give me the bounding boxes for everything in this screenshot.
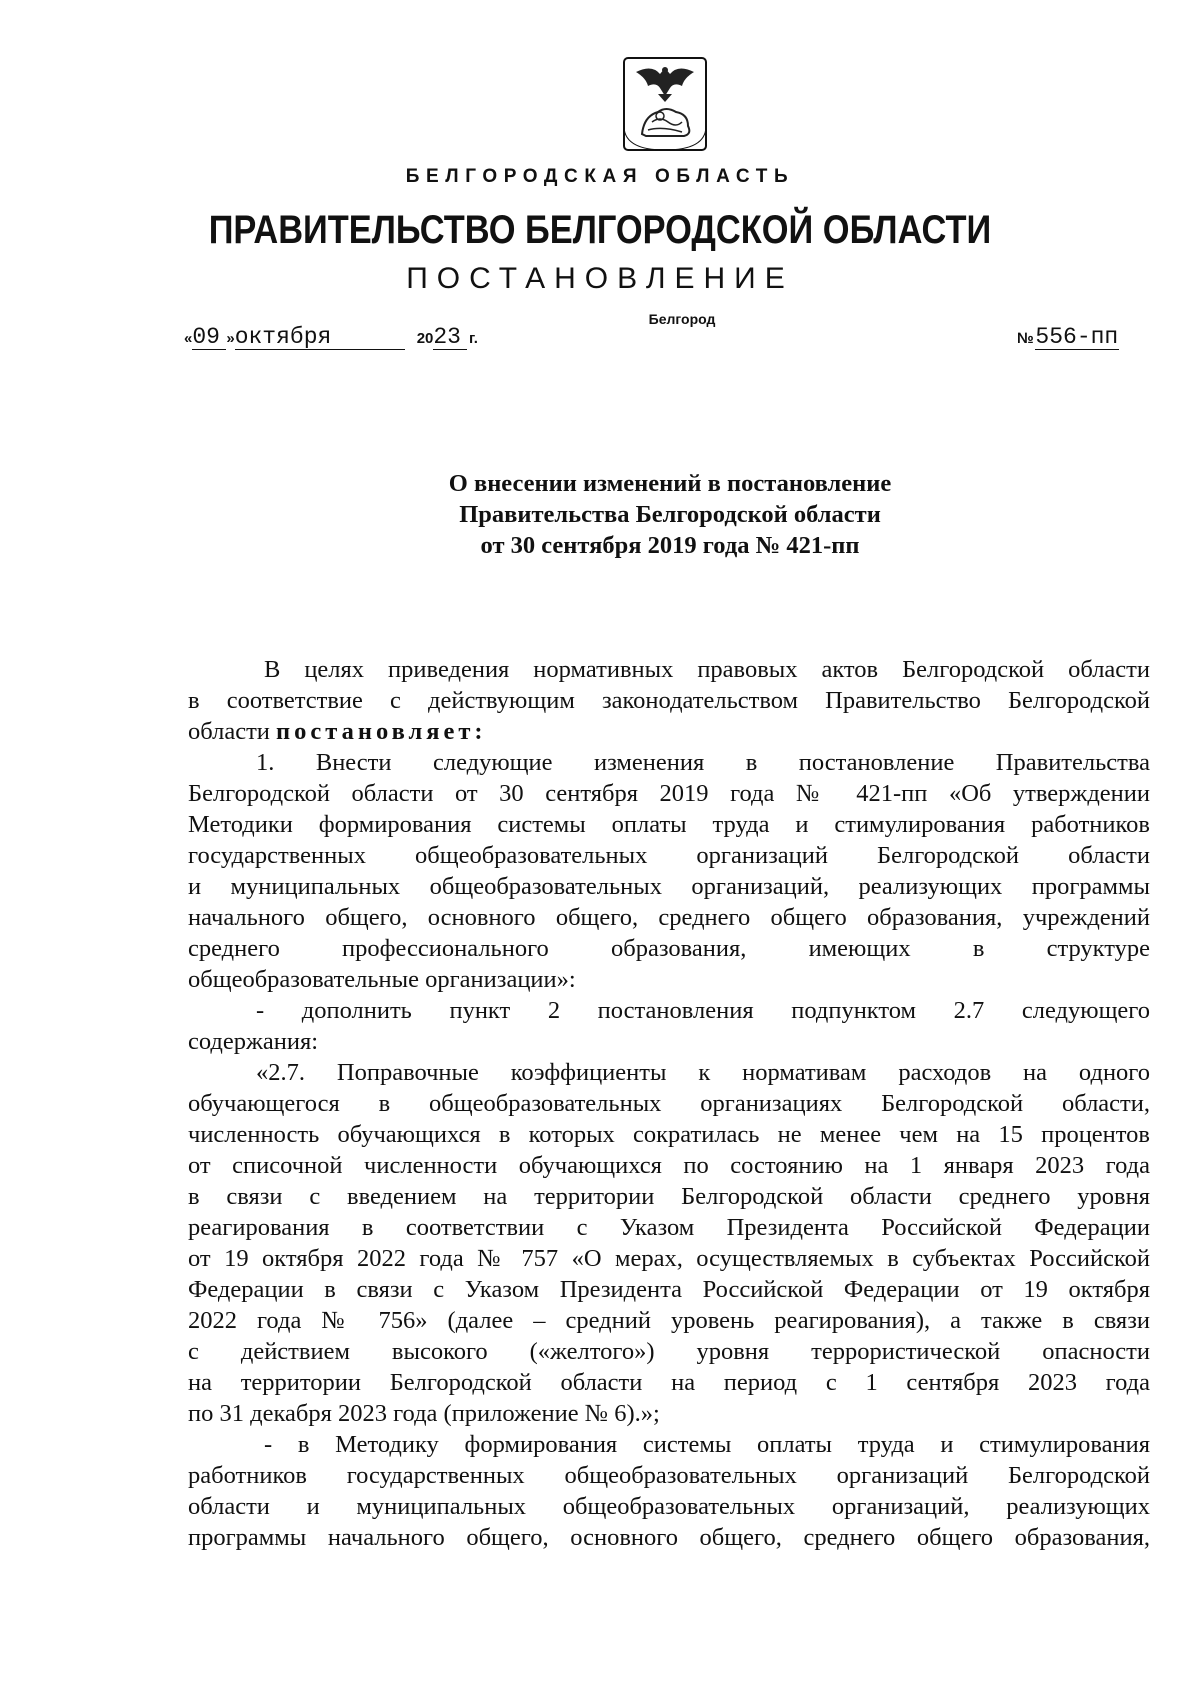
- body-line: 1. Внести следующие изменения в постановление Правительства: [256, 749, 1150, 776]
- date-open-quote: «: [184, 330, 193, 347]
- number-line: [1017, 325, 1119, 350]
- body-line: и муниципальных общеобразовательных организаций, реализующих программы: [188, 873, 1150, 900]
- body-line: среднего профессионального образования, имеющих в структуре: [188, 935, 1150, 962]
- body-line: в соответствие с действующим законодательством Правительство Белгородской: [188, 687, 1150, 714]
- document-title: [0, 468, 1200, 561]
- body-line: на территории Белгородской области на период с 1 сентября 2023 года: [188, 1369, 1150, 1396]
- document-body: [188, 654, 1150, 1553]
- body-line: области и муниципальных общеобразовательных организаций, реализующих: [188, 1493, 1150, 1520]
- document-number: 556-пп: [1035, 324, 1119, 350]
- body-line: начального общего, основного общего, среднего общего образования, учреждений: [188, 904, 1150, 931]
- document-type: ПОСТАНОВЛЕНИЕ: [406, 262, 794, 295]
- government-name: ПРАВИТЕЛЬСТВО БЕЛГОРОДСКОЙ ОБЛАСТИ: [208, 208, 992, 252]
- date-day: 09: [192, 325, 226, 350]
- title-line: Правительства Белгородской области: [459, 501, 881, 528]
- body-line: Методики формирования системы оплаты труда и стимулирования работников: [188, 811, 1150, 838]
- body-line-text: области: [188, 718, 277, 745]
- date-year-suffix: 23: [433, 325, 467, 350]
- date-close-quote: »: [226, 330, 235, 347]
- body-line: содержания:: [188, 1028, 319, 1055]
- body-line: численность обучающихся в которых сократилась не менее чем на 15 процентов: [188, 1121, 1150, 1148]
- body-line: от 19 октября 2022 года № 757 «О мерах, осуществляемых в субъектах Российской: [188, 1245, 1150, 1272]
- title-line: О внесении изменений в постановление: [448, 470, 892, 497]
- body-line: 2022 года № 756» (далее – средний уровень реагирования), а также в связи: [188, 1307, 1150, 1334]
- body-line: Белгородской области от 30 сентября 2019 года № 421-пп «Об утверждении: [188, 780, 1150, 807]
- body-line: по 31 декабря 2023 года (приложение № 6).»;: [188, 1400, 660, 1427]
- body-line: от списочной численности обучающихся по состоянию на 1 января 2023 года: [188, 1152, 1150, 1179]
- body-line: В целях приведения нормативных правовых актов Белгородской области: [264, 656, 1150, 683]
- coat-of-arms-emblem: [622, 56, 708, 152]
- date-year-mark: г.: [469, 330, 478, 347]
- body-line: работников государственных общеобразовательных организаций Белгородской: [188, 1462, 1150, 1489]
- body-line: - в Методику формирования системы оплаты труда и стимулирования: [264, 1431, 1150, 1458]
- title-line: от 30 сентября 2019 года № 421-пп: [480, 532, 860, 559]
- body-line: в связи с введением на территории Белгородской области среднего уровня: [188, 1183, 1150, 1210]
- date-line: [184, 325, 478, 350]
- body-line: - дополнить пункт 2 постановления подпунктом 2.7 следующего: [256, 997, 1150, 1024]
- body-line: «2.7. Поправочные коэффициенты к нормативам расходов на одного: [256, 1059, 1150, 1086]
- resolves-word: постановляет:: [276, 718, 487, 745]
- body-line: реагирования в соответствии с Указом Президента Российской Федерации: [188, 1214, 1150, 1241]
- body-line: обучающегося в общеобразовательных организациях Белгородской области,: [188, 1090, 1150, 1117]
- body-line: с действием высокого («желтого») уровня террористической опасности: [188, 1338, 1150, 1365]
- date-month: октября: [235, 325, 405, 350]
- date-year-prefix: 20: [416, 330, 434, 347]
- body-line: Федерации в связи с Указом Президента Российской Федерации от 19 октября: [188, 1276, 1150, 1303]
- number-label: №: [1017, 330, 1034, 347]
- region-name: БЕЛГОРОДСКАЯ ОБЛАСТЬ: [405, 166, 795, 187]
- body-line: общеобразовательные организации»:: [188, 966, 576, 993]
- city-name: Белгород: [648, 311, 716, 327]
- body-line: государственных общеобразовательных организаций Белгородской области: [188, 842, 1150, 869]
- body-line: [188, 716, 1150, 747]
- body-line: программы начального общего, основного общего, среднего общего образования,: [188, 1524, 1150, 1551]
